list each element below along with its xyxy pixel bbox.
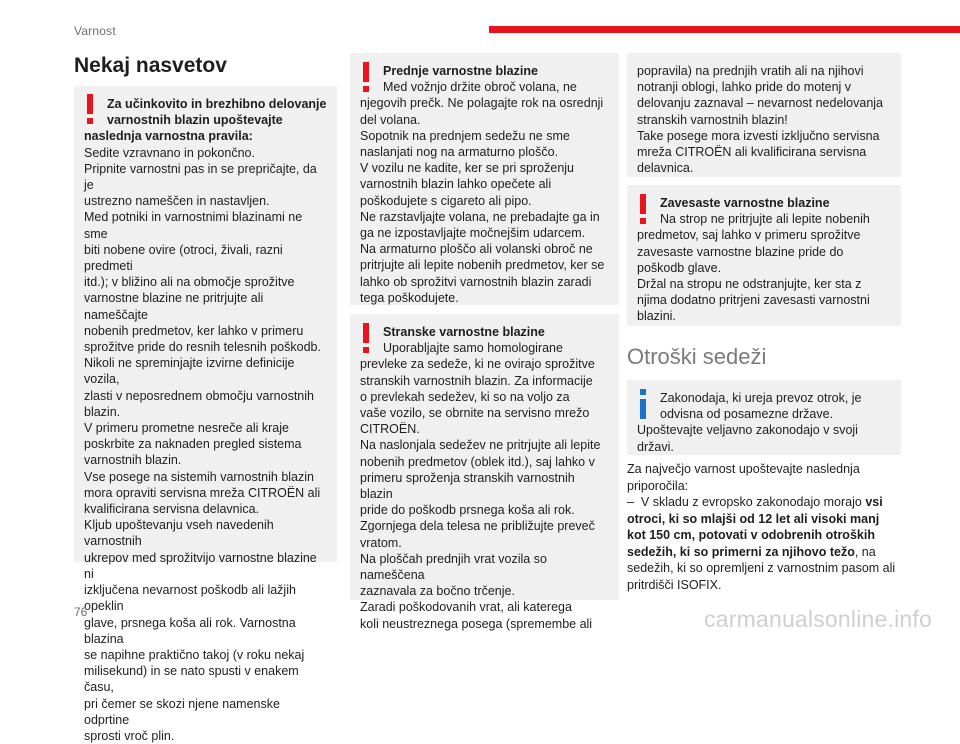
- recommendation-bold-lines: [627, 511, 917, 544]
- text-line: sprosti vroč plin.: [84, 728, 175, 743]
- text-line: glave, prsnega koša ali rok. Varnostna blazina: [84, 615, 300, 646]
- text-line: varnostnih blazin upoštevajte: [107, 113, 283, 128]
- warning-title: Prednje varnostne blazine: [383, 64, 538, 78]
- warning-body: [637, 63, 891, 176]
- text-line: Zakonodaja, ki ureja prevoz otrok, je: [660, 391, 862, 405]
- text-line: državi.: [637, 439, 674, 454]
- text-line: prevleke za sedeže, ki ne ovirajo sprožitve: [360, 357, 595, 372]
- info-body: [637, 422, 891, 454]
- text-line: del volana.: [360, 112, 421, 127]
- text-line: o prevlekah sedežev, ki so na voljo za: [360, 389, 570, 404]
- recommendation-item-line: – V skladu z evropsko zakonodajo morajo vsi: [627, 495, 883, 509]
- text-line: koli neustreznega posega (spremembe ali: [360, 616, 593, 631]
- text-line: Držal na stropu ne odstranjujte, ker sta z: [637, 277, 862, 292]
- text-line: vaše vozilo, se obrnite na servisno mrežo: [360, 406, 590, 421]
- text-line: Ne razstavljajte volana, ne prebadajte ga in: [360, 209, 600, 224]
- text-line: Med potniki in varnostnimi blazinami ne sme: [84, 210, 306, 241]
- text-line: notranji oblogi, lahko pride do motenj v: [637, 80, 852, 95]
- recommendations-intro: [627, 461, 917, 494]
- text-line: Za največjo varnost upoštevajte naslednja: [627, 462, 860, 476]
- text-line: njima dodatno pritrjeni zavesasti varnostni: [637, 293, 870, 308]
- recommendation-item-line: sedežih, ki so primerni za njihovo težo, na: [627, 544, 876, 559]
- warning-exclamation-icon: [360, 62, 372, 92]
- text-line: delovanju zaznaval – nevarnost nedelovanja: [637, 96, 884, 111]
- text-line: milisekund) in se nato spusti v enakem času,: [84, 664, 303, 695]
- text-line: Nikoli ne spreminjajte izvirne definicije vozila,: [84, 356, 298, 387]
- text-line: lahko ob sprožitvi varnostnih blazin zaradi: [360, 274, 592, 289]
- watermark-text: carmanualsonline.info: [704, 606, 932, 632]
- info-icon: [637, 389, 649, 419]
- text-line: nobenih predmetov (oblek itd.), saj lahko v: [360, 454, 595, 469]
- warning-box-continuation: [627, 53, 901, 177]
- text-line: varnostnih blazin.: [84, 453, 182, 468]
- text-line: varnostnih blazin lahko opečete ali: [360, 177, 552, 192]
- text-line: ukrepov med sprožitvijo varnostne blazine ni: [84, 550, 321, 581]
- text-line: Take posege mora izvesti izključno servisna: [637, 128, 880, 143]
- text-line: blazin.: [84, 404, 121, 419]
- text-line: Zgornjega dela telesa ne približujte preveč: [360, 519, 595, 534]
- text-line: Sedite vzravnano in pokončno.: [84, 145, 255, 160]
- text-line: pritrjujte ali lepite nobenih predmetov, ker se: [360, 258, 605, 273]
- text-line: Upoštevajte veljavno zakonodajo v svoji: [637, 423, 858, 438]
- text-line: Pripnite varnostni pas in se prepričajte, da je: [84, 161, 321, 193]
- text-line: zlasti v neposrednem območju varnostnih: [84, 388, 314, 403]
- text-line: predmetov, saj lahko v primeru sprožitve: [637, 228, 861, 243]
- info-box-legislation: [627, 380, 901, 455]
- text-line: se napihne praktično takoj (v roku nekaj: [84, 647, 305, 662]
- page-number: 76: [74, 605, 88, 619]
- text-line: primeru sproženja stranskih varnostnih blazin: [360, 470, 579, 502]
- text-line: delavnica.: [637, 161, 694, 176]
- recommendation-tail-lines: [627, 560, 917, 593]
- warning-title: Zavesaste varnostne blazine: [660, 196, 830, 210]
- text-line: vratom.: [360, 535, 402, 550]
- text-line: stranskih varnostnih blazin. Za informacije: [360, 373, 593, 388]
- text-line: blazini.: [637, 309, 676, 324]
- text-line: Na ploščah prednjih vrat vozila so nameščena: [360, 551, 551, 583]
- warning-exclamation-icon: [84, 94, 96, 124]
- text-line: pri čemer se skozi njene namenske odprtine: [84, 696, 284, 727]
- warning-exclamation-icon: [637, 194, 649, 224]
- text-line: izključena nevarnost poškodb ali lažjih opeklin: [84, 583, 300, 614]
- text-line: poškodujete s cigareto ali pipo.: [360, 193, 532, 208]
- warning-lead-line: Na strop ne pritrjujte ali lepite nobenih: [660, 212, 870, 227]
- text-line: kot 150 cm, potovati v odobrenih otroških: [627, 528, 875, 542]
- warning-title: [84, 96, 327, 145]
- text-line: Vse posege na sistemih varnostnih blazin: [84, 469, 314, 484]
- text-line: biti nobene ovire (otroci, živali, razni predmeti: [84, 242, 287, 274]
- text-line: njegovih prečk. Ne polagajte rok na osrednji: [360, 96, 604, 111]
- text-line: CITROËN.: [360, 422, 420, 437]
- text-line: sedežih, ki so opremljeni z varnostnim pasom ali: [627, 561, 896, 575]
- heading-otroski-sedezi: Otroški sedeži: [627, 344, 767, 369]
- recommendations-text: [627, 461, 917, 593]
- text-line: V vozilu ne kadite, ker se pri sproženju: [360, 161, 574, 176]
- warning-body: [360, 95, 609, 306]
- warning-lead-line: Uporabljajte samo homologirane: [383, 341, 563, 356]
- info-lead: [637, 390, 891, 422]
- text-line: pride do poškodb prsnega koša ali rok.: [360, 503, 575, 518]
- text-line: ga ne izpostavljajte močnejšim udarcem.: [360, 226, 586, 241]
- section-color-bar: [489, 26, 960, 33]
- text-line: priporočila:: [627, 478, 689, 493]
- text-line: odvisna od posamezne države.: [660, 407, 834, 422]
- warning-body: [84, 145, 327, 744]
- warning-body: [360, 356, 609, 631]
- warning-exclamation-icon: [360, 323, 372, 353]
- text-line: poškodb glave.: [637, 260, 722, 275]
- warning-body: [637, 227, 891, 324]
- text-line: tega poškodujete.: [360, 290, 459, 305]
- text-line: V primeru prometne nesreče ali kraje: [84, 421, 289, 436]
- text-line: otroci, ki so mlajši od 12 let ali visoki manj: [627, 511, 880, 526]
- text-line: mreža CITROËN ali kvalificirana servisna: [637, 145, 867, 160]
- text-line: Na naslonjala sedežev ne pritrjujte ali lepite: [360, 438, 601, 453]
- warning-box-side-airbags: [350, 314, 619, 631]
- heading-nekaj-nasvetov: Nekaj nasvetov: [74, 54, 227, 77]
- text-line: Na armaturno ploščo ali volanski obroč ne: [360, 242, 593, 257]
- warning-box-front-airbags: [350, 53, 619, 305]
- text-line: pritrdišči ISOFIX.: [627, 577, 722, 592]
- warning-title: Stranske varnostne blazine: [383, 325, 545, 339]
- section-header-label: Varnost: [74, 24, 116, 38]
- text-line: varnostne blazine ne pritrjujte ali nameščajte: [84, 291, 267, 322]
- text-line: mora opraviti servisna mreža CITROËN ali: [84, 485, 321, 500]
- text-line: poskrbite za naknaden pregled sistema: [84, 437, 302, 452]
- text-line: zaznavala za bočno trčenje.: [360, 584, 515, 599]
- text-line: Za učinkovito in brezhibno delovanje: [107, 97, 327, 111]
- text-line: sprožitve pride do resnih telesnih poškodb.: [84, 340, 321, 355]
- text-line: Zaradi poškodovanih vrat, ali katerega: [360, 600, 572, 615]
- text-line: Sopotnik na prednjem sedežu ne sme: [360, 128, 570, 143]
- text-line: Kljub upoštevanju vseh navedenih varnostnih: [84, 518, 278, 549]
- text-line: ustrezno nameščen in nastavljen.: [84, 194, 270, 209]
- text-line: nobenih predmetov, ker lahko v primeru: [84, 323, 304, 338]
- text-line: kvalificirana servisna delavnica.: [84, 502, 260, 517]
- text-line: stranskih varnostnih blazin!: [637, 112, 788, 127]
- text-line: popravila) na prednjih vratih ali na njihovi: [637, 64, 864, 78]
- warning-box-curtain-airbags: [627, 185, 901, 326]
- text-line: naslanjati nog na armaturno ploščo.: [360, 145, 559, 160]
- text-line: itd.); v bližino ali na območje sprožitve: [84, 275, 295, 290]
- text-line: zavesaste varnostne blazine pride do: [637, 244, 844, 259]
- warning-lead-line: Med vožnjo držite obroč volana, ne: [383, 80, 577, 95]
- text-line: naslednja varnostna pravila:: [84, 129, 253, 144]
